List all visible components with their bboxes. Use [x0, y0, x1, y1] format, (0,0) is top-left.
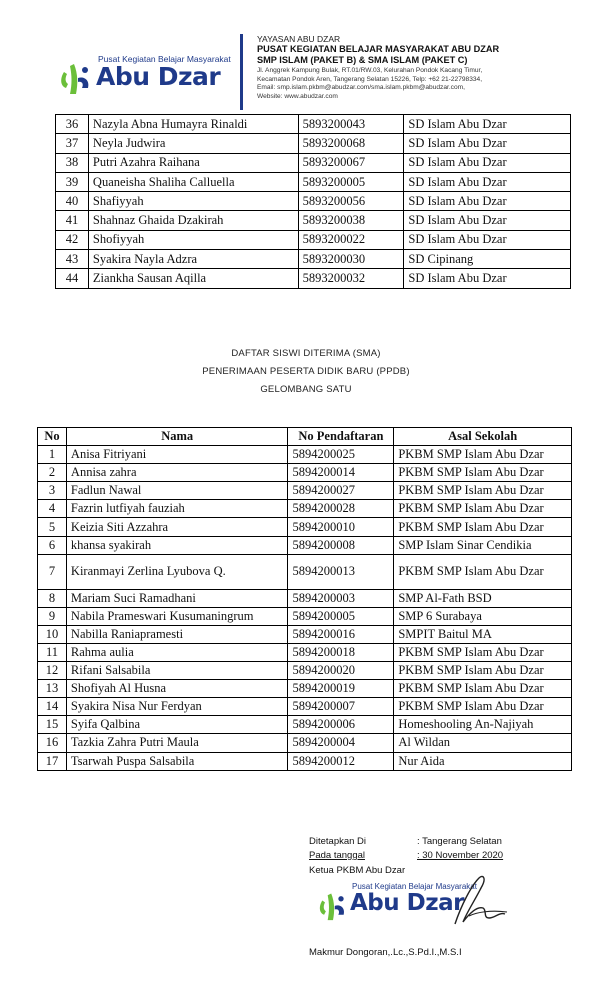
cell-nama: Shahnaz Ghaida Dzakirah	[88, 211, 298, 230]
cell-no-pendaftaran: 5893200030	[298, 250, 404, 269]
org-name-line1: PUSAT KEGIATAN BELAJAR MASYARAKAT ABU DZAR	[257, 44, 500, 54]
cell-nama: Shafiyyah	[88, 192, 298, 211]
cell-no: 41	[56, 211, 89, 230]
cell-nama: Tazkia Zahra Putri Maula	[66, 734, 288, 752]
signature-stamp-logo	[317, 874, 517, 934]
smp-table-body	[56, 115, 571, 289]
table-row	[56, 230, 571, 249]
cell-no-pendaftaran: 5894200006	[288, 716, 394, 734]
address-line: Website: www.abudzar.com	[257, 92, 338, 100]
cell-nama: Annisa zahra	[66, 464, 288, 482]
cell-no: 17	[38, 752, 67, 770]
cell-nama: Fadlun Nawal	[66, 482, 288, 500]
org-address	[257, 67, 607, 101]
cell-no: 12	[38, 662, 67, 680]
address-line: Email: smp.islam.pkbm@abudzar.com/sma.islam.pkbm@abudzar.com,	[257, 84, 465, 91]
cell-no-pendaftaran: 5893200043	[298, 115, 404, 134]
table-row	[56, 250, 571, 269]
cell-no: 16	[38, 734, 67, 752]
col-header-asal-sekolah: Asal Sekolah	[394, 428, 572, 446]
cell-no: 3	[38, 482, 67, 500]
logo-tagline: Pusat Kegiatan Belajar Masyarakat	[98, 54, 231, 64]
table-row	[38, 589, 572, 607]
table-row	[38, 554, 572, 589]
table-row	[56, 134, 571, 153]
cell-no-pendaftaran: 5894200027	[288, 482, 394, 500]
cell-no: 10	[38, 625, 67, 643]
cell-asal-sekolah: SD Islam Abu Dzar	[404, 230, 571, 249]
cell-no: 15	[38, 716, 67, 734]
cell-asal-sekolah: SD Islam Abu Dzar	[404, 211, 571, 230]
cell-asal-sekolah: PKBM SMP Islam Abu Dzar	[394, 680, 572, 698]
cell-no-pendaftaran: 5894200012	[288, 752, 394, 770]
signatory-role: Ketua PKBM Abu Dzar	[309, 865, 406, 876]
cell-no-pendaftaran: 5894200018	[288, 643, 394, 661]
cell-nama: Anisa Fitriyani	[66, 446, 288, 464]
col-header-nama: Nama	[66, 428, 288, 446]
cell-no: 43	[56, 250, 89, 269]
smp-student-table	[55, 114, 571, 289]
cell-asal-sekolah: PKBM SMP Islam Abu Dzar	[394, 662, 572, 680]
cell-no-pendaftaran: 5894200008	[288, 536, 394, 554]
section-subtitle: GELOMBANG SATU	[260, 384, 352, 395]
cell-no-pendaftaran: 5893200005	[298, 172, 404, 191]
decree-place	[309, 836, 502, 847]
cell-no: 14	[38, 698, 67, 716]
cell-no: 40	[56, 192, 89, 211]
cell-nama: Rahma aulia	[66, 643, 288, 661]
cell-no: 36	[56, 115, 89, 134]
signatory-name: Makmur Dongoran,.Lc.,S.Pd.I.,M.S.I	[309, 947, 462, 958]
foundation-name: YAYASAN ABU DZAR	[257, 34, 341, 44]
cell-no-pendaftaran: 5893200067	[298, 153, 404, 172]
cell-asal-sekolah: SMP 6 Surabaya	[394, 607, 572, 625]
cell-no: 9	[38, 607, 67, 625]
cell-asal-sekolah: PKBM SMP Islam Abu Dzar	[394, 464, 572, 482]
pkbm-logo	[58, 48, 238, 104]
table-row	[38, 607, 572, 625]
cell-asal-sekolah: SD Islam Abu Dzar	[404, 115, 571, 134]
cell-nama: Shofiyah Al Husna	[66, 680, 288, 698]
cell-no-pendaftaran: 5893200032	[298, 269, 404, 288]
cell-asal-sekolah: Homeshooling An-Najiyah	[394, 716, 572, 734]
cell-nama: Tsarwah Puspa Salsabila	[66, 752, 288, 770]
cell-no: 11	[38, 643, 67, 661]
cell-asal-sekolah: Al Wildan	[394, 734, 572, 752]
cell-no: 37	[56, 134, 89, 153]
table-row	[38, 698, 572, 716]
cell-asal-sekolah: PKBM SMP Islam Abu Dzar	[394, 554, 572, 589]
cell-asal-sekolah: SD Islam Abu Dzar	[404, 134, 571, 153]
cell-nama: Keizia Siti Azzahra	[66, 518, 288, 536]
cell-no: 42	[56, 230, 89, 249]
cell-no-pendaftaran: 5893200056	[298, 192, 404, 211]
cell-no-pendaftaran: 5893200038	[298, 211, 404, 230]
address-line: Jl. Anggrek Kampung Bulak, RT.01/RW.03, Kelurahan Pondok Kacang Timur,	[257, 67, 483, 74]
cell-nama: Nabilla Raniapramesti	[66, 625, 288, 643]
cell-no-pendaftaran: 5894200019	[288, 680, 394, 698]
cell-nama: Syakira Nisa Nur Ferdyan	[66, 698, 288, 716]
table-row	[38, 662, 572, 680]
cell-no: 7	[38, 554, 67, 589]
col-header-no: No	[38, 428, 67, 446]
table-header-row	[38, 428, 572, 446]
cell-asal-sekolah: SMP Al-Fath BSD	[394, 589, 572, 607]
logo-emblem-icon	[58, 54, 94, 100]
cell-no-pendaftaran: 5894200010	[288, 518, 394, 536]
table-row	[38, 643, 572, 661]
decree-date-value: : 30 November 2020	[417, 850, 504, 861]
cell-no: 44	[56, 269, 89, 288]
cell-nama: Putri Azahra Raihana	[88, 153, 298, 172]
cell-asal-sekolah: SD Islam Abu Dzar	[404, 172, 571, 191]
cell-no-pendaftaran: 5893200022	[298, 230, 404, 249]
table-row	[38, 734, 572, 752]
table-row	[38, 716, 572, 734]
cell-no-pendaftaran: 5894200014	[288, 464, 394, 482]
cell-nama: Nazyla Abna Humayra Rinaldi	[88, 115, 298, 134]
cell-nama: Rifani Salsabila	[66, 662, 288, 680]
logo-tagline: Pusat Kegiatan Belajar Masyarakat	[352, 882, 477, 891]
cell-asal-sekolah: SD Cipinang	[404, 250, 571, 269]
cell-no-pendaftaran: 5894200028	[288, 500, 394, 518]
cell-asal-sekolah: PKBM SMP Islam Abu Dzar	[394, 518, 572, 536]
cell-no: 13	[38, 680, 67, 698]
decree-place-label: Ditetapkan Di	[309, 836, 367, 847]
table-row	[38, 464, 572, 482]
table-row	[56, 115, 571, 134]
table-row	[38, 500, 572, 518]
cell-nama: Shofiyyah	[88, 230, 298, 249]
cell-asal-sekolah: SD Islam Abu Dzar	[404, 153, 571, 172]
cell-no: 2	[38, 464, 67, 482]
cell-no: 4	[38, 500, 67, 518]
cell-no-pendaftaran: 5894200005	[288, 607, 394, 625]
cell-asal-sekolah: PKBM SMP Islam Abu Dzar	[394, 698, 572, 716]
cell-no-pendaftaran: 5894200003	[288, 589, 394, 607]
table-row	[38, 625, 572, 643]
cell-no-pendaftaran: 5894200007	[288, 698, 394, 716]
cell-nama: Quaneisha Shaliha Calluella	[88, 172, 298, 191]
cell-nama: khansa syakirah	[66, 536, 288, 554]
col-header-no-pendaftaran: No Pendaftaran	[288, 428, 394, 446]
table-row	[56, 211, 571, 230]
cell-no: 1	[38, 446, 67, 464]
table-row	[38, 680, 572, 698]
header-text	[257, 34, 607, 101]
table-row	[56, 269, 571, 288]
section-subtitle: PENERIMAAN PESERTA DIDIK BARU (PPDB)	[202, 366, 410, 377]
table-row	[56, 153, 571, 172]
cell-asal-sekolah: SMPIT Baitul MA	[394, 625, 572, 643]
cell-asal-sekolah: PKBM SMP Islam Abu Dzar	[394, 446, 572, 464]
cell-no: 8	[38, 589, 67, 607]
cell-asal-sekolah: PKBM SMP Islam Abu Dzar	[394, 482, 572, 500]
sma-table-body	[38, 446, 572, 771]
cell-asal-sekolah: PKBM SMP Islam Abu Dzar	[394, 643, 572, 661]
sma-student-table	[37, 427, 572, 771]
cell-no: 5	[38, 518, 67, 536]
cell-nama: Ziankha Sausan Aqilla	[88, 269, 298, 288]
cell-no-pendaftaran: 5894200020	[288, 662, 394, 680]
table-row	[56, 192, 571, 211]
org-name-line2: SMP ISLAM (PAKET B) & SMA ISLAM (PAKET C)	[257, 55, 468, 65]
address-line: Kecamatan Pondok Aren, Tangerang Selatan 15226, Telp: +62 21-22798334,	[257, 75, 483, 83]
logo-emblem-icon	[317, 884, 349, 926]
cell-asal-sekolah: Nur Aida	[394, 752, 572, 770]
cell-no-pendaftaran: 5894200004	[288, 734, 394, 752]
cell-no-pendaftaran: 5894200025	[288, 446, 394, 464]
table-row	[38, 536, 572, 554]
decree-place-value: : Tangerang Selatan	[417, 836, 502, 847]
cell-nama: Kiranmayi Zerlina Lyubova Q.	[66, 554, 288, 589]
cell-nama: Syifa Qalbina	[66, 716, 288, 734]
table-row	[38, 482, 572, 500]
table-row	[38, 446, 572, 464]
table-row	[38, 752, 572, 770]
table-row	[38, 518, 572, 536]
cell-asal-sekolah: PKBM SMP Islam Abu Dzar	[394, 500, 572, 518]
cell-no: 38	[56, 153, 89, 172]
cell-no-pendaftaran: 5894200013	[288, 554, 394, 589]
header-divider	[240, 34, 243, 110]
cell-nama: Neyla Judwira	[88, 134, 298, 153]
cell-asal-sekolah: SD Islam Abu Dzar	[404, 192, 571, 211]
table-row	[56, 172, 571, 191]
cell-nama: Fazrin lutfiyah fauziah	[66, 500, 288, 518]
logo-wordmark: Abu Dzar	[350, 890, 464, 916]
cell-asal-sekolah: SMP Islam Sinar Cendikia	[394, 536, 572, 554]
cell-no: 6	[38, 536, 67, 554]
logo-wordmark: Abu Dzar	[96, 62, 221, 91]
cell-no: 39	[56, 172, 89, 191]
decree-date-label: Pada tanggal	[309, 850, 365, 861]
handwritten-signature	[447, 872, 513, 930]
letterhead	[0, 0, 612, 118]
cell-no-pendaftaran: 5893200068	[298, 134, 404, 153]
section-title: DAFTAR SISWI DITERIMA (SMA)	[231, 348, 381, 359]
cell-asal-sekolah: SD Islam Abu Dzar	[404, 269, 571, 288]
cell-nama: Syakira Nayla Adzra	[88, 250, 298, 269]
cell-nama: Nabila Prameswari Kusumaningrum	[66, 607, 288, 625]
decree-date	[309, 850, 503, 861]
cell-no-pendaftaran: 5894200016	[288, 625, 394, 643]
cell-nama: Mariam Suci Ramadhani	[66, 589, 288, 607]
